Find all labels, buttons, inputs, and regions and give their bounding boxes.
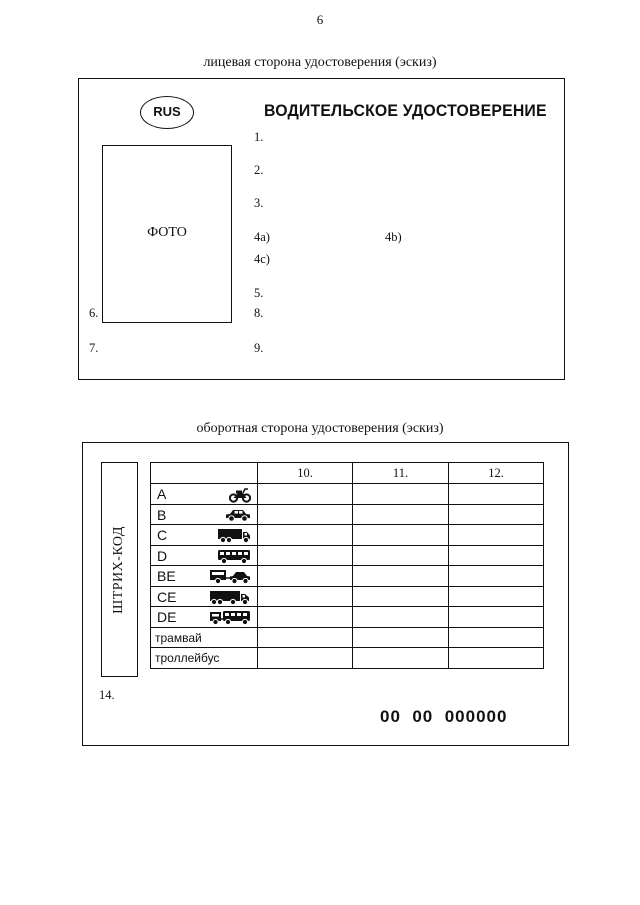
cell [353,607,449,628]
table-row [151,566,544,587]
barcode-label: ШТРИХ-КОД [111,526,126,614]
categories-table [150,462,544,669]
motorcycle-icon [229,487,251,503]
header-col-11: 11. [353,463,449,484]
category-label: A [157,486,167,502]
cell [353,586,449,607]
cell [258,525,353,546]
category-label: BE [157,568,176,584]
table-row [151,607,544,628]
table-row [151,648,544,669]
cell [449,627,544,648]
field-3: 3. [254,196,264,210]
cell [258,586,353,607]
field-1: 1. [254,130,264,144]
serial-number: 00 00 000000 [380,707,508,726]
back-caption: оборотная сторона удостоверения (эскиз) [196,421,444,436]
cell [258,627,353,648]
car-icon [225,508,251,522]
field-4b: 4b) [385,230,402,244]
cell [258,504,353,525]
table-row [151,525,544,546]
field-4a: 4a) [254,230,270,244]
cell [258,566,353,587]
cell [449,484,544,505]
category-cell-de [151,607,258,628]
photo-label: ФОТО [147,225,187,240]
cell [353,566,449,587]
truck-icon [217,528,251,543]
cell [258,545,353,566]
field-6: 6. [89,306,99,320]
cell [353,504,449,525]
category-cell-tram [151,627,258,648]
cell [258,607,353,628]
car-trailer-icon [209,569,251,584]
truck-trailer-icon [209,590,251,605]
field-8: 8. [254,306,264,320]
header-cell-empty [151,463,258,484]
cell [449,525,544,546]
category-label: D [157,547,168,564]
table-row [151,586,544,607]
category-label: DE [157,609,177,625]
field-2: 2. [254,163,264,177]
cell [353,627,449,648]
category-cell-be [151,566,258,587]
bus-trailer-icon [209,610,251,625]
category-label: троллейбус [155,651,220,665]
cell [353,648,449,669]
category-label: C [157,527,168,543]
table-header-row [151,463,544,484]
front-caption: лицевая сторона удостоверения (эскиз) [203,55,437,70]
cell [449,586,544,607]
category-label: B [157,506,167,523]
header-col-10: 10. [258,463,353,484]
category-cell-trolleybus [151,648,258,669]
cell [353,545,449,566]
field-4c: 4c) [254,252,270,266]
license-title: ВОДИТЕЛЬСКОЕ УДОСТОВЕРЕНИЕ [264,101,547,120]
category-cell-d [151,545,258,566]
cell [449,504,544,525]
country-code: RUS [153,104,181,119]
category-label: трамвай [155,630,202,645]
bus-icon [217,549,251,564]
field-9: 9. [254,341,264,355]
field-14: 14. [99,688,115,702]
cell [353,525,449,546]
cell [258,484,353,505]
category-cell-ce [151,586,258,607]
cell [353,484,449,505]
table-row [151,504,544,525]
cell [449,607,544,628]
category-cell-b [151,504,258,525]
table-row [151,545,544,566]
header-col-12: 12. [449,463,544,484]
cell [449,648,544,669]
cell [258,648,353,669]
country-oval [140,96,194,129]
field-5: 5. [254,286,264,300]
table-row [151,627,544,648]
category-cell-c [151,525,258,546]
category-label: CE [157,588,177,605]
cell [449,545,544,566]
page-number: 6 [316,12,324,27]
cell [449,566,544,587]
field-7: 7. [89,341,99,355]
category-cell-a [151,484,258,505]
table-row [151,484,544,505]
